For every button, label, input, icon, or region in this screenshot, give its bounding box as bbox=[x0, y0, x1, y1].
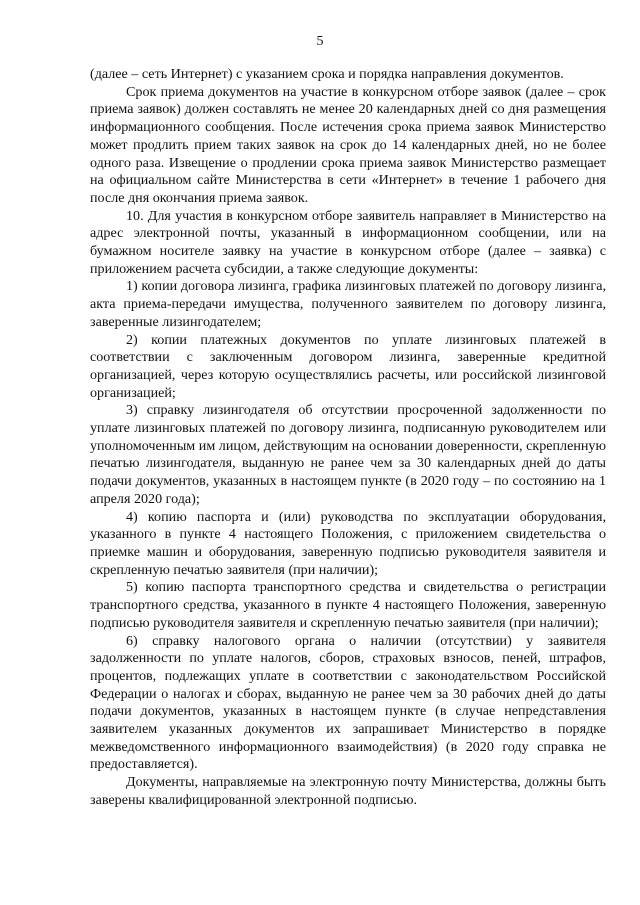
paragraph-continuation: (далее – сеть Интернет) с указанием срока и порядка направления документов. bbox=[90, 66, 564, 82]
list-item-5: 5) копию паспорта транспортного средства и свидетельства о регистрации транспортного средства, указанного в пункте 4 настоящего Положения, заверенную подписью руководителя заявителя и скрепленную печатью заявителя (при наличии); bbox=[90, 579, 606, 631]
list-item-4: 4) копию паспорта и (или) руководства по эксплуатации оборудования, указанного в пункте 4 настоящего Положения, с приложением свидетельства о приемке машин и оборудования, заверенную подписью руководителя заявителя и скрепленную печатью заявителя (при наличии); bbox=[90, 508, 606, 578]
list-item-2: 2) копии платежных документов по уплате лизинговых платежей в соответствии с заключенным договором лизинга, заверенные кредитной организацией, через которую осуществлялись расчеты, или российской лизинговой организацией; bbox=[90, 331, 606, 401]
paragraph-application-deadline: Срок приема документов на участие в конкурсном отборе заявок (далее – срок приема заявок) должен составлять не менее 20 календарных дней со дня размещения информационного сообщения. После истечения срока приема заявок Министерство может продлить прием таких заявок на срок до 14 календарных дней, но не более одного раза. Извещение о продлении срока приема заявок Министерство размещает на официальном сайте Министерства в сети «Интернет» в течение 1 рабочего дня после дня окончания приема заявок. bbox=[90, 83, 606, 206]
paragraph-electronic-signature: Документы, направляемые на электронную почту Министерства, должны быть заверены квалифицированной электронной подписью. bbox=[90, 774, 606, 808]
list-item-1: 1) копии договора лизинга, графика лизинговых платежей по договору лизинга, акта приема-передачи имущества, полученного заявителем по договору лизинга, заверенные лизингодателем; bbox=[90, 278, 606, 330]
document-body bbox=[90, 66, 606, 810]
list-item-6: 6) справку налогового органа о наличии (отсутствии) у заявителя задолженности по уплате налогов, сборов, страховых взносов, пеней, штрафов, процентов, подлежащих уплате в соответствии с законодательством Российской Федерации о налогах и сборах, выданную не ранее чем за 30 рабочих дней до даты подачи документов, указанных в настоящем пункте (в случае непредставления заявителем указанных документов их запрашивает Министерство в порядке межведомственного информационного взаимодействия) (в 2020 году справка не предоставляется). bbox=[90, 632, 606, 773]
list-item-3: 3) справку лизингодателя об отсутствии просроченной задолженности по уплате лизинговых платежей по договору лизинга, подписанную руководителем или уполномоченным им лицом, действующим на основании доверенности, скрепленную печатью лизингодателя, выданную не ранее чем за 30 календарных дней до даты подачи документов, указанных в настоящем пункте (в 2020 году – по состоянию на 1 апреля 2020 года); bbox=[90, 402, 606, 507]
paragraph-item-10: 10. Для участия в конкурсном отборе заявитель направляет в Министерство на адрес электронной почты, указанный в информационном сообщении, или на бумажном носителе заявку на участие в конкурсном отборе (далее – заявка) с приложением расчета субсидии, а также следующие документы: bbox=[90, 207, 606, 277]
page-number: 5 bbox=[316, 34, 324, 49]
